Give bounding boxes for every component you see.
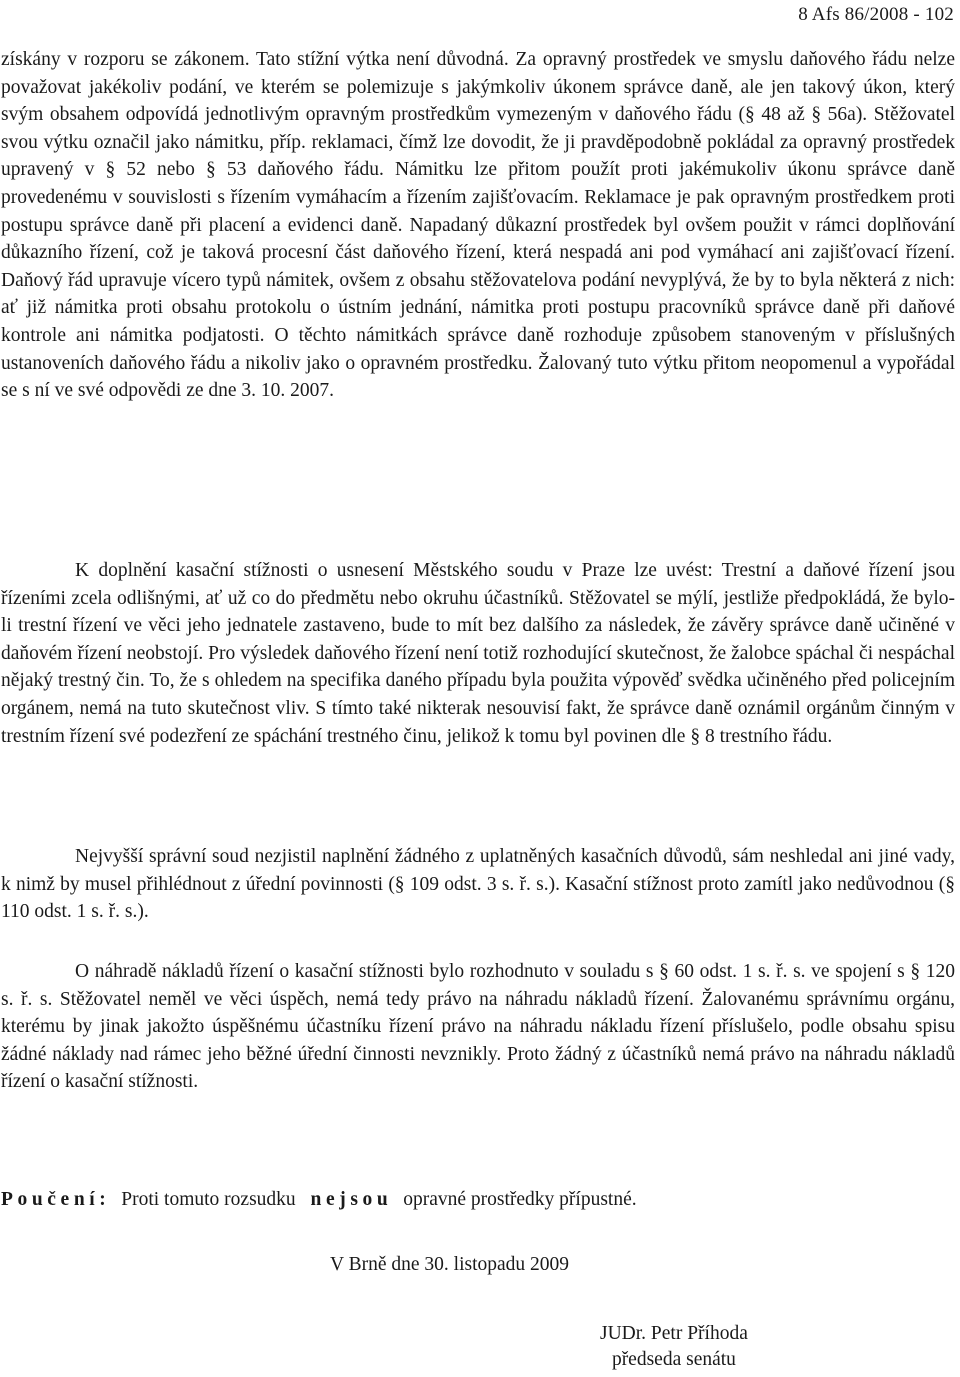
instruction-emphasis: nejsou <box>310 1189 393 1210</box>
paragraph-criminal-proceedings: K doplnění kasační stížnosti o usnesení Městského soudu v Praze lze uvést: Trestní a daňové řízení jsou řízeními zcela odlišnými, ať už co do předmětu nebo okruhu účastníků. Stěžovatel se mýlí, jestliže předpokládá, že bylo-li trestní řízení ve věci jeho jednatele zastaveno, bude to mít bez dalšího za následek, že závěry správce daně učiněné v daňovém řízení neobstojí. Pro výsledek daňového řízení není totiž rozhodující skutečnost, že žalobce spáchal či nespáchal nějaký trestný čin. To, že s ohledem na specifika daného případu byla použita výpověď svědka učiněného před policejním orgánem, nemá na tuto skutečnost vliv. S tímto také nikterak nesouvisí fakt, že správce daně oznámil orgánům činným v trestním řízení své podezření ze spáchání trestného činu, jelikož k tomu byl povinen dle § 8 trestního řádu. <box>1 560 955 747</box>
signature-block <box>600 1321 748 1373</box>
paragraph-court-conclusion: Nejvyšší správní soud nezjistil naplnění žádného z uplatněných kasačních důvodů, sám neshledal ani jiné vady, k nimž by musel přihlédnout z úřední povinnosti (§ 109 odst. 3 s. ř. s.). Kasační stížnost proto zamítl jako nedůvodnou (§ 110 odst. 1 s. ř. s.). <box>1 846 955 923</box>
instruction-label: Poučení: <box>1 1189 111 1210</box>
signatory-role: předseda senátu <box>611 1349 736 1370</box>
instruction-text-after: opravné prostředky přípustné. <box>403 1189 637 1210</box>
instruction-text-before: Proti tomuto rozsudku <box>121 1189 296 1210</box>
signatory-name: JUDr. Petr Příhoda <box>600 1323 748 1344</box>
date-line: V Brně dne 30. listopadu 2009 <box>330 1254 570 1275</box>
case-number: 8 Afs 86/2008 - 102 <box>798 4 954 25</box>
legal-instruction <box>1 1186 637 1213</box>
paragraph-costs: O náhradě nákladů řízení o kasační stížnosti bylo rozhodnuto v souladu s § 60 odst. 1 s. ř. s. ve spojení s § 120 s. ř. s. Stěžovatel neměl ve věci úspěch, nemá tedy právo na náhradu nákladů řízení. Žalovanému správnímu orgánu, kterému by jinak jakožto úspěšnému účastníku řízení právo na náhradu nákladu řízení příslušelo, podle obsahu spisu žádné náklady nad rámec jeho běžné úřední činnosti nevznikly. Proto žádný z účastníků nemá právo na náhradu nákladů řízení o kasační stížnosti. <box>1 961 955 1093</box>
paragraph-tax-objection: získány v rozporu se zákonem. Tato stížní výtka není důvodná. Za opravný prostředek ve smyslu daňového řádu nelze považovat jakékoliv podání, ve kterém se polemizuje s jakýmkoliv úkonem správce daně, ale jen takový úkon, který svým obsahem odpovídá jednotlivým opravným prostředkům vymezeným v daňového řádu (§ 48 až § 56a). Stěžovatel svou výtku označil jako námitku, příp. reklamaci, čímž lze dovodit, že ji pravděpodobně pokládal za opravný prostředek upravený v § 52 nebo § 53 daňového řádu. Námitku lze přitom použít proti jakémukoliv úkonu správce daně provedenému v souvislosti s řízením vymáhacím a řízením zajišťovacím. Reklamace je pak opravným prostředkem proti postupu správce daně při placení a evidenci daně. Napadaný důkazní prostředek byl ovšem použit v rámci doplňování důkazního řízení, což je taková procesní část daňového řízení, která nespadá ani pod vymáhací ani zajišťovací řízení. Daňový řád upravuje vícero typů námitek, ovšem z obsahu stěžovatelova podání nevyplývá, že by to byla některá z nich: ať již námitka proti obsahu protokolu o ústním jednání, námitka proti postupu pracovníků správce daně při daňové kontrole ani námitka podjatosti. O těchto námitkách správce daně rozhoduje způsobem stanoveným v příslušných ustanoveních daňového řádu a nikoliv jako o opravném prostředku. Žalovaný tuto výtku přitom neopomenul a vypořádal se s ní ve své odpovědi ze dne 3. 10. 2007. <box>1 49 955 402</box>
